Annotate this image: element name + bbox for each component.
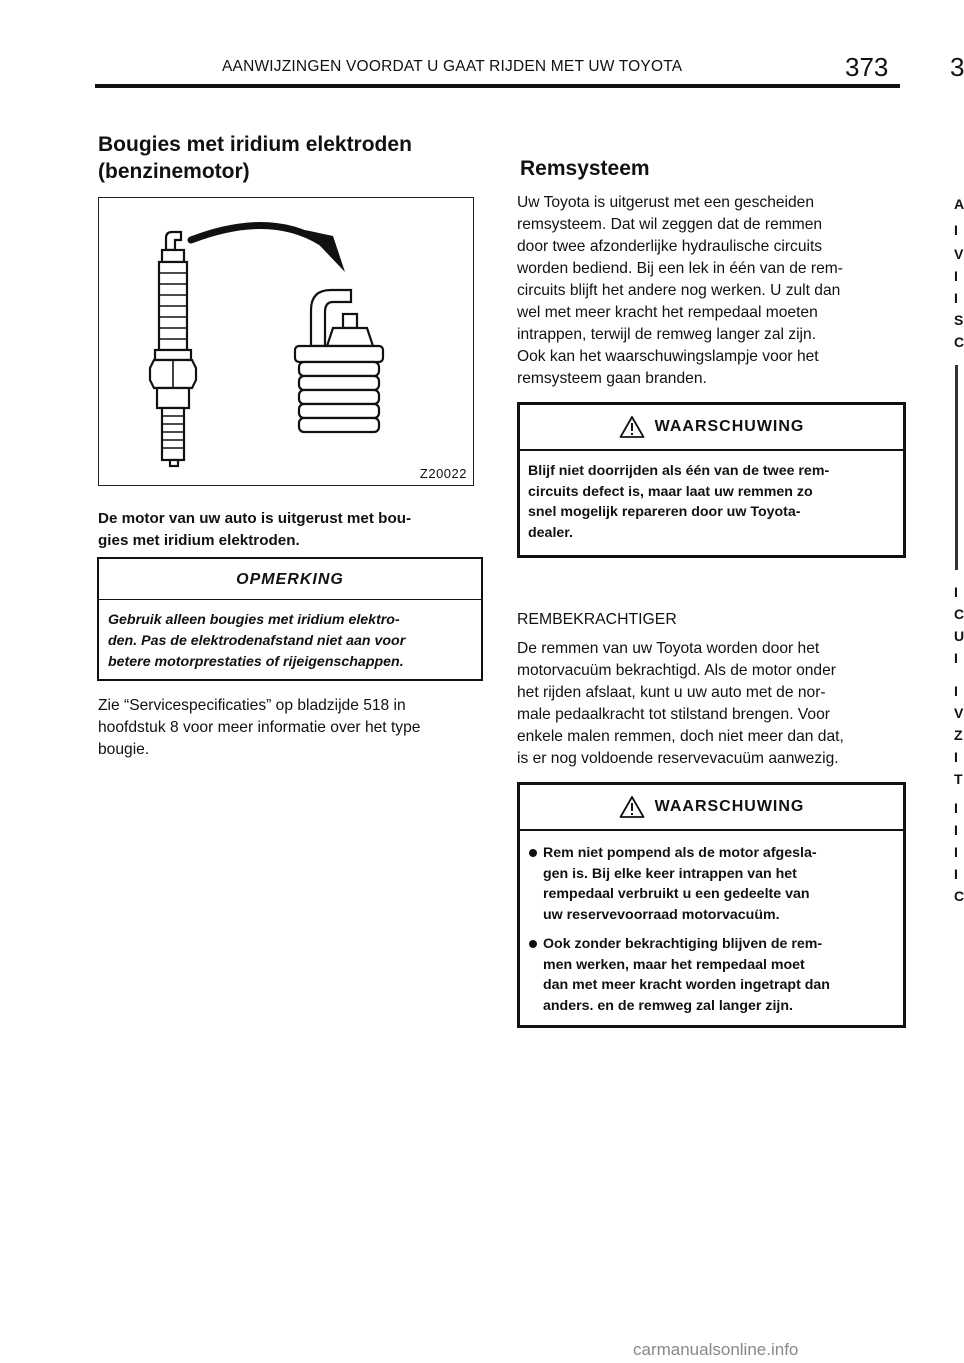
warning-title-text: WAARSCHUWING [654, 798, 805, 815]
warning-line: Blijf niet doorrijden als één van de twee rem- [528, 463, 830, 479]
paragraph-line: De remmen van uw Toyota worden door het [517, 640, 820, 657]
caption-line: gies met iridium elektroden. [98, 532, 300, 549]
bullet-line: rempedaal verbruikt u een gedeelte van [543, 886, 810, 902]
bullet-icon [529, 849, 537, 857]
note-line: Gebruik alleen bougies met iridium elektro- [108, 612, 400, 628]
paragraph-line: Ook kan het waarschuwingslampje voor het [517, 348, 819, 365]
paragraph-line: Zie “Servicespecificaties” op bladzijde 518 in [98, 697, 406, 714]
edge-letter: I [954, 268, 958, 284]
bullet-text [543, 843, 817, 925]
note-text [99, 600, 481, 673]
section-heading-spark-plugs [98, 131, 412, 185]
paragraph-line: het rijden afslaat, kunt u uw auto met de nor- [517, 684, 826, 701]
section-heading-brakes: Remsysteem [520, 157, 650, 180]
paragraph-line: enkele malen remmen, doch niet meer dan dat, [517, 728, 844, 745]
paragraph-line: circuits blijft het andere nog werken. U zult dan [517, 282, 841, 299]
warning-triangle-icon [619, 415, 645, 439]
warning-body [520, 831, 903, 1033]
bullet-line: Rem niet pompend als de motor afgesla- [543, 845, 817, 861]
bullet-line: Ook zonder bekrachtiging blijven de rem- [543, 936, 823, 952]
warning-title-text: WAARSCHUWING [654, 418, 805, 435]
paragraph-line: worden bediend. Bij een lek in één van de rem- [517, 260, 843, 277]
paragraph-line: door twee afzonderlijke hydraulische circuits [517, 238, 823, 255]
list-item [528, 843, 895, 925]
edge-letter: C [954, 334, 964, 350]
warning-body [520, 451, 903, 551]
header-rule [95, 84, 900, 88]
figure-code: Z20022 [419, 466, 467, 481]
edge-letter: V [954, 705, 964, 721]
edge-letter: I [954, 866, 958, 882]
edge-letter: I [954, 749, 958, 765]
watermark-text: carmanualsonline.info [633, 1340, 799, 1359]
subheading-brake-booster: REMBEKRACHTIGER [517, 611, 677, 628]
bullet-line: men werken, maar het rempedaal moet [543, 956, 805, 973]
edge-letter: I [954, 844, 958, 860]
figure-caption [98, 508, 411, 552]
edge-letter: I [954, 800, 958, 816]
edge-letter: C [954, 606, 964, 622]
page-number: 373 [845, 52, 889, 82]
spark-plug-illustration [99, 198, 473, 485]
edge-letter: I [954, 290, 958, 306]
warning-box-booster [517, 782, 906, 1028]
next-page-number-fragment: 3 [950, 52, 964, 82]
edge-letter: A [954, 196, 964, 212]
bullet-line: anders. en de remweg zal langer zijn. [543, 997, 793, 1014]
paragraph-line: bougie. [98, 741, 150, 758]
bullet-line: gen is. Bij elke keer intrappen van het [543, 865, 797, 882]
paragraph-line: motorvacuüm bekrachtigd. Als de motor onder [517, 662, 836, 679]
bullet-icon [529, 940, 537, 948]
heading-line: (benzinemotor) [98, 160, 250, 183]
edge-letter: U [954, 628, 964, 644]
paragraph-line: Uw Toyota is uitgerust met een gescheiden [517, 194, 815, 211]
edge-letter: I [954, 822, 958, 838]
list-item [528, 934, 895, 1016]
paragraph-line: male pedaalkracht tot stilstand brengen. Voor [517, 706, 830, 723]
brake-booster-paragraph [517, 638, 844, 770]
edge-letter: V [954, 246, 964, 262]
paragraph-line: intrappen, terwijl de remweg langer zal zijn. [517, 326, 817, 343]
warning-triangle-icon [619, 795, 645, 819]
warning-title [520, 785, 903, 831]
paragraph-line: remsysteem. Dat wil zeggen dat de remmen [517, 216, 823, 233]
paragraph-line: hoofdstuk 8 voor meer informatie over het type [98, 719, 421, 736]
warning-line: dealer. [528, 524, 573, 541]
edge-letter: I [954, 222, 958, 238]
bullet-text [543, 934, 830, 1016]
spec-reference-paragraph [98, 695, 420, 761]
edge-letter: T [954, 771, 963, 787]
warning-title [520, 405, 903, 451]
warning-line: circuits defect is, maar laat uw remmen zo [528, 483, 813, 500]
heading-line: Bougies met iridium elektroden [98, 133, 412, 156]
note-line: den. Pas de elektrodenafstand niet aan voor [108, 633, 406, 649]
paragraph-line: wel met meer kracht het rempedaal moeten [517, 304, 818, 321]
caption-line: De motor van uw auto is uitgerust met bou- [98, 510, 412, 527]
running-header: AANWIJZINGEN VOORDAT U GAAT RIJDEN MET UW TOYOTA [222, 58, 683, 75]
brake-intro-paragraph [517, 192, 843, 390]
edge-letter: I [954, 683, 958, 699]
edge-letter: S [954, 312, 964, 328]
edge-letter: C [954, 888, 964, 904]
warning-line: snel mogelijk repareren door uw Toyota- [528, 504, 801, 520]
paragraph-line: is er nog voldoende reservevacuüm aanwezig. [517, 750, 839, 767]
edge-letter: I [954, 584, 958, 600]
edge-letter: Z [954, 727, 963, 743]
next-page-edge-rule [955, 365, 958, 570]
paragraph-line: remsysteem gaan branden. [517, 370, 707, 387]
note-title: OPMERKING [99, 559, 481, 600]
bullet-line: uw reservevoorraad motorvacuüm. [543, 906, 780, 923]
spark-plug-figure [98, 197, 474, 486]
warning-box-circuits [517, 402, 906, 558]
bullet-line: dan met meer kracht worden ingetrapt dan [543, 977, 830, 993]
edge-letter: I [954, 650, 958, 666]
note-box [97, 557, 483, 681]
note-line: betere motorprestaties of rijeigenschappen. [108, 654, 404, 670]
